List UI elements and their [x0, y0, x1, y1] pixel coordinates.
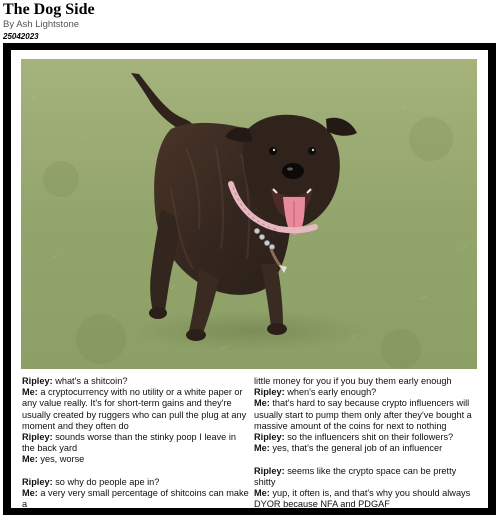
speaker-label: Me:: [22, 387, 38, 398]
speaker-label: Ripley:: [22, 376, 53, 386]
comic-header: [3, 1, 95, 42]
dialogue-line: [254, 466, 479, 488]
line-text: yes, that's the general job of an influencer: [269, 443, 443, 454]
line-text: a very very small percentage of shitcoins can make a: [22, 488, 249, 510]
dialogue-line: [254, 387, 479, 398]
speaker-label: Ripley:: [22, 476, 53, 487]
speaker-label: Ripley:: [22, 432, 53, 443]
dialogue-line: [22, 387, 250, 432]
line-text: so why do people ape in?: [52, 476, 160, 487]
line-text: sounds worse than the stinky poop I leave in the back yard: [22, 432, 236, 454]
author-byline: By Ash Lightstone: [3, 19, 80, 30]
dialogue-line: [254, 376, 479, 387]
dialogue-line: [22, 488, 250, 510]
dialogue-line: [254, 488, 479, 510]
dialogue-line: [22, 376, 250, 387]
line-text: yup, it often is, and that's why you should always DYOR because NFA and PDGAF: [254, 488, 471, 510]
dialogue-line: [254, 443, 479, 454]
dialogue-line: [254, 432, 479, 443]
comic-title: The Dog Side: [3, 1, 95, 18]
line-text: so the influencers shit on their followers?: [284, 432, 454, 443]
dialogue-line: [22, 454, 250, 465]
speaker-label: Ripley:: [254, 432, 285, 443]
speaker-label: Ripley:: [254, 465, 285, 476]
dialogue-line: [254, 398, 479, 432]
line-text: yes, worse: [37, 454, 85, 465]
comic-panel: [11, 50, 488, 508]
speaker-label: Me:: [254, 488, 270, 499]
comic-frame: [3, 43, 496, 515]
dialogue-column-right: [254, 376, 479, 510]
dialogue-column-left: [22, 376, 250, 510]
publish-date: 25042023: [3, 32, 39, 41]
dialogue-line: [22, 432, 250, 454]
line-text: seems like the crypto space can be pretty shitty: [254, 465, 457, 487]
line-text: when's early enough?: [284, 387, 377, 398]
dog-photo: [21, 59, 477, 369]
line-text: what's a shitcoin?: [52, 376, 128, 386]
speaker-label: Me:: [254, 443, 270, 454]
line-text: a cryptocurrency with no utility or a white paper or any value really. It's for short-term gains and they're usually created by ruggers who can pull the plug at any moment and they often do: [22, 387, 247, 431]
speaker-label: Me:: [22, 488, 38, 499]
line-text: that's hard to say because crypto influencers will usually start to pump them only after they've bought a massive amount of the coins for next to nothing: [254, 398, 472, 431]
speaker-label: Me:: [254, 398, 270, 409]
speaker-label: Ripley:: [254, 387, 285, 398]
paragraph-gap: [254, 454, 479, 465]
paragraph-gap: [22, 466, 250, 477]
dialogue-line: [22, 477, 250, 488]
speaker-label: Me:: [22, 454, 38, 465]
line-text: little money for you if you buy them early enough: [254, 376, 452, 386]
